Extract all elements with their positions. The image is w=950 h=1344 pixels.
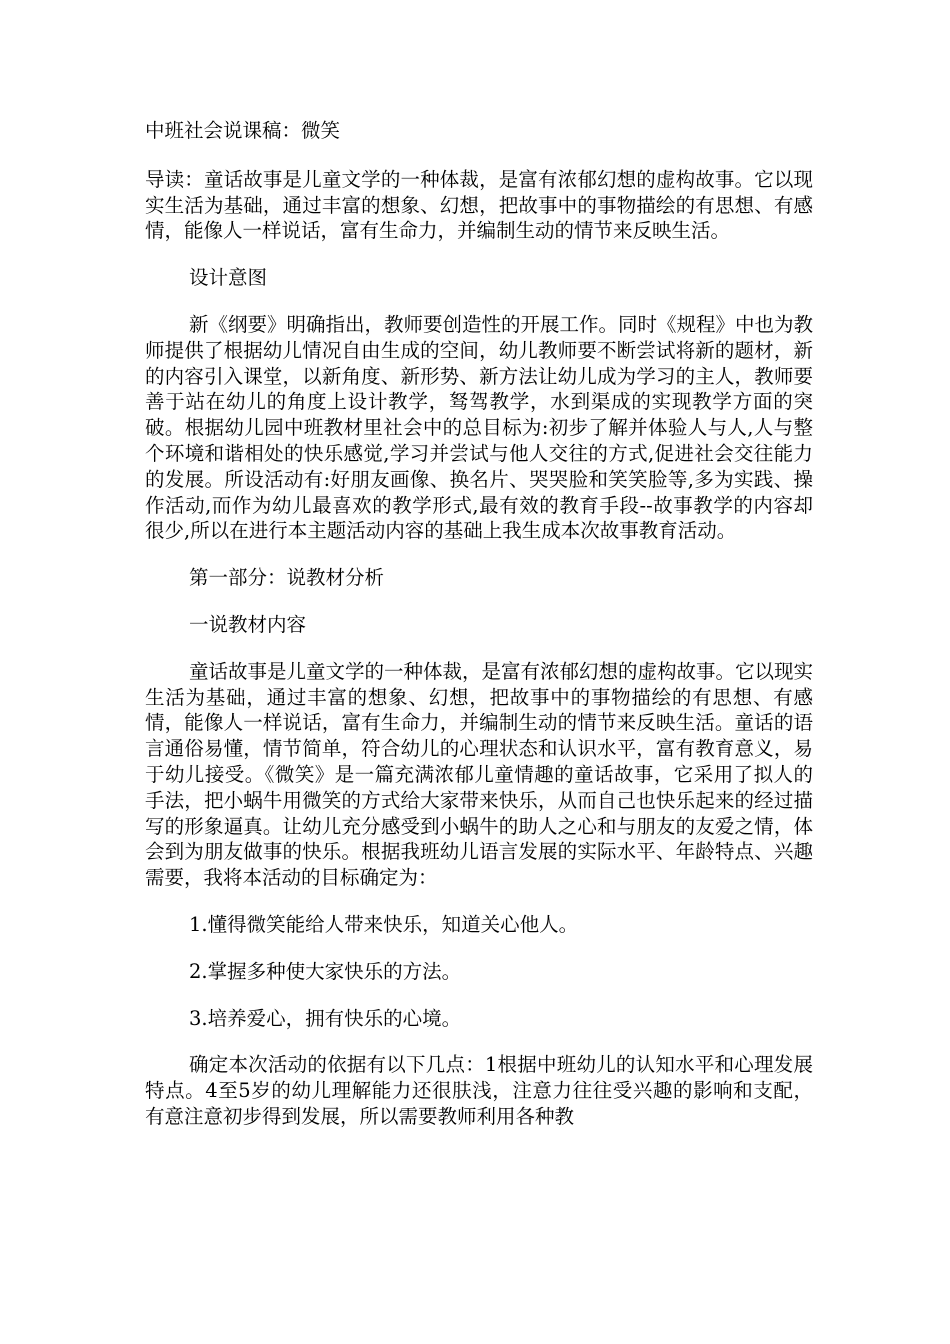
goal-item-1: 1.懂得微笑能给人带来快乐，知道关心他人。 [189, 912, 579, 936]
design-intent-paragraph: 新《纲要》明确指出，教师要创造性的开展工作。同时《规程》中也为教师提供了根据幼儿情况自由生成的空间，幼儿教师要不断尝试将新的题材，新的内容引入课堂，以新角度、新形势、新方法让幼儿成为学习的主人，教师要善于站在幼儿的角度上设计教学，驽驾教学，水到渠成的实现教学方面的突破。根据幼儿园中班教材里社会中的总目标为:初步了解并体验人与人,人与整个环境和谐相处的快乐感觉,学习并尝试与他人交往的方式,促进社会交往能力的发展。所设活动有:好朋友画像、换名片、哭哭脸和笑笑脸等,多为实践、操作活动,而作为幼儿最喜欢的教学形式,最有效的教育手段--故事教学的内容却很少,所以在进行本主题活动内容的基础上我生成本次故事教育活动。 [145, 312, 814, 543]
document-page [145, 118, 813, 1151]
subheading-material-content: 一说教材内容 [189, 612, 307, 636]
section-heading-design-intent: 设计意图 [189, 266, 268, 290]
material-content-paragraph: 童话故事是儿童文学的一种体裁，是富有浓郁幻想的虚构故事。它以现实生活为基础，通过丰富的想象、幻想，把故事中的事物描绘的有思想、有感情，能像人一样说话，富有生命力，并编制生动的情节来反映生活。童话的语言通俗易懂，情节简单，符合幼儿的心理状态和认识水平，富有教育意义，易于幼儿接受。《微笑》是一篇充满浓郁儿童情趣的童话故事，它采用了拟人的手法，把小蜗牛用微笑的方式给大家带来快乐，从而自己也快乐起来的经过描写的形象逼真。让幼儿充分感受到小蜗牛的助人之心和与朋友的友爱之情，体会到为朋友做事的快乐。根据我班幼儿语言发展的实际水平、年龄特点、兴趣需要，我将本活动的目标确定为： [145, 659, 814, 890]
goal-item-3: 3.培养爱心，拥有快乐的心境。 [189, 1006, 462, 1030]
document-title: 中班社会说课稿：微笑 [145, 119, 341, 142]
basis-paragraph: 确定本次活动的依据有以下几点：1根据中班幼儿的认知水平和心理发展特点。4至5岁的幼儿理解能力还很肤浅，注意力往往受兴趣的影响和支配，有意注意初步得到发展，所以需要教师利用各种教 [145, 1053, 813, 1128]
goal-item-2: 2.掌握多种使大家快乐的方法。 [189, 959, 462, 983]
intro-paragraph: 导读：童话故事是儿童文学的一种体裁，是富有浓郁幻想的虚构故事。它以现实生活为基础，通过丰富的想象、幻想，把故事中的事物描绘的有思想、有感情，能像人一样说话，富有生命力，并编制生动的情节来反映生活。 [145, 167, 813, 243]
section-heading-part-one: 第一部分：说教材分析 [189, 566, 385, 590]
